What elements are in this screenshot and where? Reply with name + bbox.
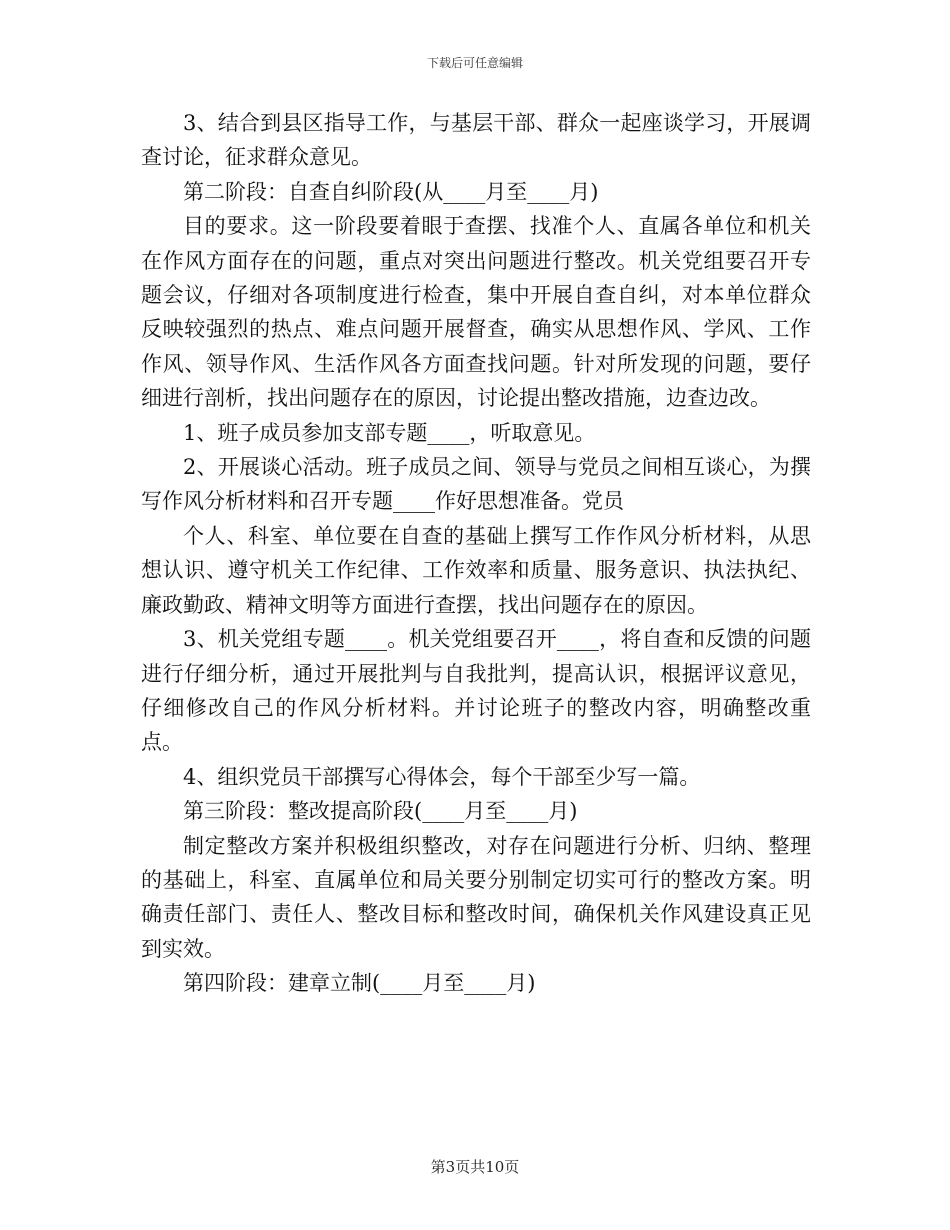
page-number-footer: 第3页共10页 (430, 1158, 520, 1176)
stage-two-item-4: 4、组织党员干部撰写心得体会，每个干部至少写一篇。 (183, 764, 701, 789)
paragraph-item-3: 3、结合到县区指导工作，与基层干部、群众一起座谈学习，开展调查讨论，征求群众意见。 (141, 111, 811, 170)
stage-two-item-1: 1、班子成员参加支部专题____，听取意见。 (183, 420, 596, 445)
stage-two-item-2: 2、开展谈心活动。班子成员之间、领导与党员之间相互谈心，为撰写作风分析材料和召开专题____作好思想准备。党员 (141, 455, 811, 514)
stage-two-item-2-continued: 个人、科室、单位要在自查的基础上撰写工作作风分析材料，从思想认识、遵守机关工作纪律、工作效率和质量、服务意识、执法执纪、廉政勤政、精神文明等方面进行查摆，找出问题存在的原因。 (141, 523, 811, 617)
stage-four-heading: 第四阶段：建章立制(____月至____月) (183, 971, 536, 996)
stage-two-heading: 第二阶段：自查自纠阶段(从____月至____月) (183, 179, 599, 204)
page-header-note: 下载后可任意编辑 (426, 56, 523, 70)
document-body (141, 106, 811, 1001)
stage-three-body: 制定整改方案并积极组织整改，对存在问题进行分析、归纳、整理的基础上，科室、直属单位和局关要分别制定切实可行的整改方案。明确责任部门、责任人、整改目标和整改时间，确保机关作风建设真正见到实效。 (141, 833, 811, 961)
stage-three-heading: 第三阶段：整改提高阶段(____月至____月) (183, 799, 578, 824)
stage-two-purpose: 目的要求。这一阶段要着眼于查摆、找准个人、直属各单位和机关在作风方面存在的问题，重点对突出问题进行整改。机关党组要召开专题会议，仔细对各项制度进行检查，集中开展自查自纠，对本单位群众反映较强烈的热点、难点问题开展督查，确实从思想作风、学风、工作作风、领导作风、生活作风各方面查找问题。针对所发现的问题，要仔细进行剖析，找出问题存在的原因，讨论提出整改措施，边查边改。 (141, 214, 811, 411)
stage-two-item-3: 3、机关党组专题____。机关党组要召开____，将自查和反馈的问题进行仔细分析，通过开展批判与自我批判，提高认识，根据评议意见，仔细修改自己的作风分析材料。并讨论班子的整改内容，明确整改重点。 (141, 627, 811, 755)
